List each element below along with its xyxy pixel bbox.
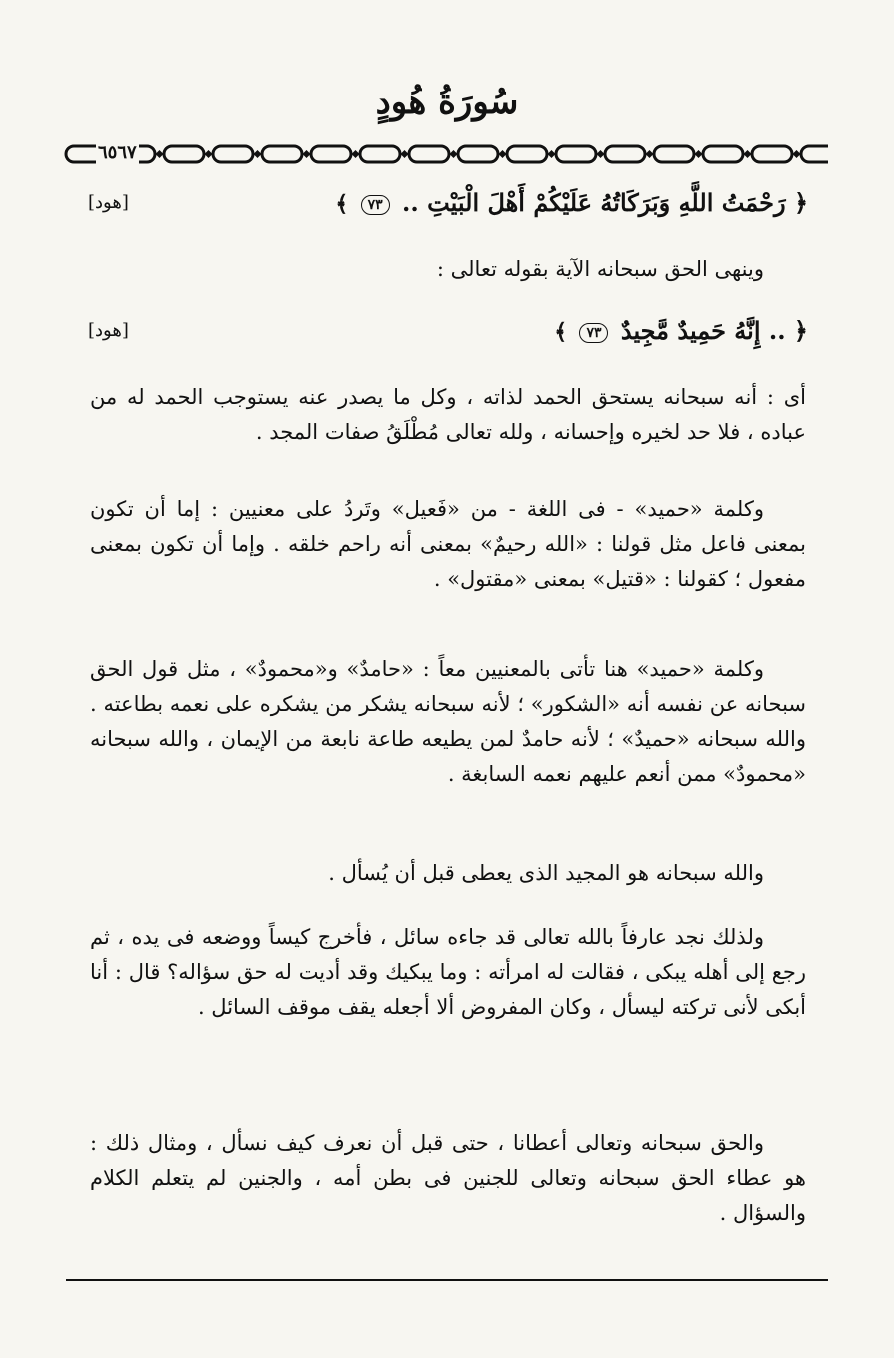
chain-link: [360, 146, 400, 162]
diamond-connector: [450, 150, 458, 158]
chain-link: [311, 146, 351, 162]
footer-divider: [66, 1279, 828, 1281]
chain-link: [654, 146, 694, 162]
ayah-number-badge: ٧٣: [579, 323, 608, 343]
chain-link: [213, 146, 253, 162]
diamond-connector: [597, 150, 605, 158]
diamond-connector: [744, 150, 752, 158]
diamond-connector: [156, 150, 164, 158]
paragraph-3: وكلمة «حميد» هنا تأتى بالمعنيين معاً : «حامدٌ» و«محمودٌ» ، مثل قول الحق سبحانه عن نفسه أنه «الشكور» ؛ لأنه سبحانه يشكر من يشكره على نعمه بطاعته . والله سبحانه «حميدٌ» ؛ لأنه حامدٌ لمن يطيعه طاعة نابعة من الإيمان ، والله سبحانه «محمودٌ» ممن أنعم عليهم نعمه السابغة .: [90, 657, 806, 786]
quran-verse-2: [88, 316, 808, 345]
chain-link: [458, 146, 498, 162]
page-number: ٦٥٦٧: [98, 142, 137, 163]
chain-link: [605, 146, 645, 162]
decorative-border: [64, 140, 828, 168]
intro-line: وينهى الحق سبحانه الآية بقوله تعالى :: [436, 257, 764, 281]
chain-link: [507, 146, 547, 162]
verse-close-bracket: ﴾: [554, 319, 568, 345]
paragraph-4: والله سبحانه هو المجيد الذى يعطى قبل أن يُسأل .: [328, 861, 764, 885]
chain-link: [262, 146, 302, 162]
paragraph-6: والحق سبحانه وتعالى أعطانا ، حتى قبل أن نعرف كيف نسأل ، ومثال ذلك : هو عطاء الحق سبحانه وتعالى للجنين فى بطن أمه ، والجنين لم يتعلم الكلام والسؤال .: [90, 1131, 806, 1225]
diamond-connector: [254, 150, 262, 158]
surah-title: سُورَةُ هُودٍ: [375, 82, 519, 122]
verse-close-bracket: ﴾: [335, 191, 349, 217]
chain-link: [801, 146, 828, 162]
chain-link: [752, 146, 792, 162]
chain-link: [164, 146, 204, 162]
diamond-connector: [499, 150, 507, 158]
diamond-connector: [303, 150, 311, 158]
diamond-connector: [352, 150, 360, 158]
diamond-connector: [205, 150, 213, 158]
diamond-connector: [695, 150, 703, 158]
verse-reference: [هود]: [88, 320, 129, 341]
diamond-connector: [548, 150, 556, 158]
chain-link: [703, 146, 743, 162]
verse-body: ﴿ رَحْمَتُ اللَّهِ وَبَرَكَاتُهُ عَلَيْكُمْ أَهْلَ الْبَيْتِ ..: [402, 188, 808, 217]
verse-reference: [هود]: [88, 192, 129, 213]
verse-body: ﴿ .. إِنَّهُ حَمِيدٌ مَّجِيدٌ: [620, 316, 808, 345]
diamond-connector: [401, 150, 409, 158]
chain-link: [556, 146, 596, 162]
quran-verse-1: [88, 188, 808, 217]
diamond-connector: [793, 150, 801, 158]
paragraph-5: ولذلك نجد عارفاً بالله تعالى قد جاءه سائل ، فأخرج كيساً ووضعه فى يده ، ثم رجع إلى أهله يبكى ، فقالت له امرأته : وما يبكيك وقد أديت له حق سؤاله؟ قال : أنا أبكى لأنى تركته ليسأل ، وكان المفروض ألا أجعله يقف موقف السائل .: [90, 925, 807, 1019]
chain-link: [409, 146, 449, 162]
paragraph-2: وكلمة «حميد» - فى اللغة - من «فَعيل» وتَردُ على معنيين : إما أن تكون بمعنى فاعل مثل قولنا : «الله رحيمٌ» بمعنى أنه راحم خلقه . وإما أن تكون بمعنى مفعول ؛ كقولنا : «قتيل» بمعنى «مقتول» .: [90, 497, 807, 591]
verse-text: [335, 188, 808, 217]
paragraph-1: أى : أنه سبحانه يستحق الحمد لذاته ، وكل ما يصدر عنه يستوجب الحمد له من عباده ، فلا حد لخيره وإحسانه ، ولله تعالى مُطْلَقُ صفات المجد .: [90, 385, 806, 444]
diamond-connector: [646, 150, 654, 158]
ayah-number-badge: ٧٣: [361, 195, 390, 215]
verse-text: [554, 316, 808, 345]
chain-ornament-icon: [64, 140, 828, 168]
